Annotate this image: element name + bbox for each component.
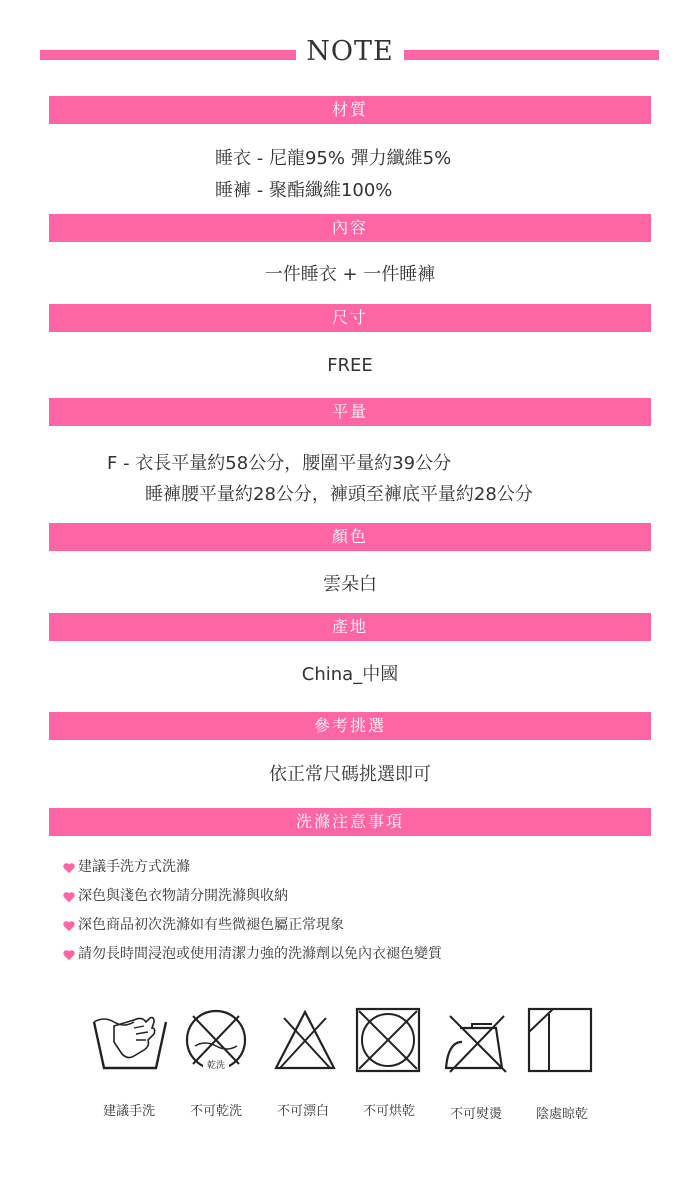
section-bar-size: 尺寸	[49, 304, 651, 332]
care-label-no-bleach: 不可漂白	[276, 1104, 329, 1119]
washing-item-text: 請勿長時間浸泡或使用清潔力強的洗滌劑以免內衣褪色變質	[78, 946, 442, 962]
measure-line-pants: 睡褲腰平量約28公分，褲頭至褲底平量約28公分	[145, 484, 533, 505]
care-label-no-dry-clean: 不可乾洗	[189, 1104, 242, 1119]
section-bar-washing: 洗滌注意事項	[49, 808, 651, 836]
measure-line-top: F - 衣長平量約58公分，腰圍平量約39公分	[107, 453, 452, 474]
dry-clean-icon-text: 乾洗	[206, 1061, 226, 1071]
heart-icon	[62, 890, 76, 904]
note-line-left	[40, 50, 296, 60]
list-item	[62, 853, 442, 882]
section-bar-color: 顏色	[49, 523, 651, 551]
size-value: FREE	[327, 355, 373, 376]
heart-icon	[62, 919, 76, 933]
care-label-no-tumble-dry: 不可烘乾	[362, 1104, 415, 1119]
origin-value: China_中國	[301, 664, 399, 685]
section-bar-material: 材質	[49, 96, 651, 124]
section-bar-contents: 內容	[49, 214, 651, 242]
washing-item-text: 建議手洗方式洗滌	[78, 859, 190, 875]
no-iron-icon	[442, 1006, 512, 1074]
list-item	[62, 911, 442, 940]
no-dry-clean-icon	[183, 1006, 249, 1074]
shade-dry-icon	[527, 1006, 595, 1074]
note-title: NOTE	[306, 36, 394, 67]
no-bleach-icon	[270, 1006, 340, 1074]
note-line-right	[404, 50, 659, 60]
hand-wash-icon	[90, 1006, 170, 1074]
heart-icon	[62, 948, 76, 962]
washing-item-text: 深色商品初次洗滌如有些微褪色屬正常現象	[78, 917, 344, 933]
care-label-shade-dry: 陰處晾乾	[535, 1107, 588, 1122]
heart-icon	[62, 861, 76, 875]
list-item	[62, 940, 442, 969]
care-label-no-iron: 不可熨燙	[449, 1107, 502, 1122]
section-bar-origin: 產地	[49, 613, 651, 641]
material-line-top: 睡衣 - 尼龍95% 彈力纖維5%	[215, 148, 452, 169]
color-value: 雲朵白	[323, 574, 377, 595]
list-item	[62, 882, 442, 911]
contents-value: 一件睡衣 + 一件睡褲	[264, 264, 436, 285]
reference-value: 依正常尺碼挑選即可	[269, 764, 431, 785]
section-bar-measure: 平量	[49, 398, 651, 426]
no-tumble-dry-icon	[355, 1006, 421, 1074]
washing-list	[62, 853, 442, 969]
care-label-hand-wash: 建議手洗	[102, 1104, 155, 1119]
section-bar-reference: 參考挑選	[49, 712, 651, 740]
washing-item-text: 深色與淺色衣物請分開洗滌與收納	[78, 888, 288, 904]
material-line-pants: 睡褲 - 聚酯纖維100%	[215, 180, 393, 201]
